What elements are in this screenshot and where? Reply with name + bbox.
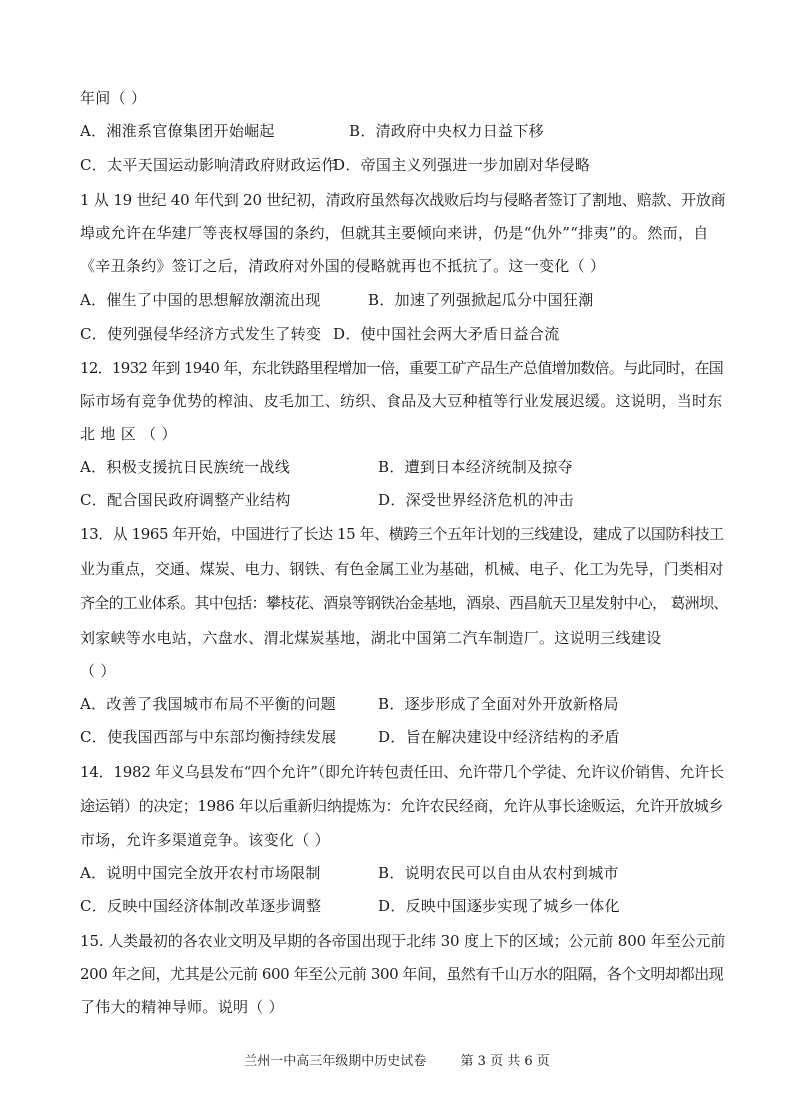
q14-option-d: D．反映中国逐步实现了城乡一体化 [378, 897, 620, 915]
q14-line-1: 14．1982 年义乌县发布“四个允许”（即允许转包责任田、允许带几个学徒、允许议价销售、允许长 [80, 763, 724, 781]
q11-line-3: 《辛丑条约》签订之后，清政府对外国的侵略就再也不抵抗了。这一变化（ ） [80, 257, 606, 275]
footer-page-number: 第 3 页 共 6 页 [460, 1054, 550, 1069]
q11-option-d: D．使中国社会两大矛盾日益合流 [333, 325, 560, 343]
q12-option-c: C．配合国民政府调整产业结构 [80, 491, 291, 509]
q13-line-5: （ ） [80, 662, 116, 680]
q12-option-d: D．深受世界经济危机的冲击 [378, 491, 574, 509]
q11-option-a: A．催生了中国的思想解放潮流出现 [80, 291, 321, 309]
q13-option-b: B．逐步形成了全面对外开放新格局 [378, 695, 619, 713]
q11-line-2: 埠或允许在华建厂等丧权辱国的条约，但就其主要倾向来讲，仍是“仇外”“排夷”的。然而，自 [80, 224, 709, 242]
q14-line-3: 市场，允许多渠道竞争。该变化（ ） [80, 831, 330, 849]
question-stem-tail: 年间（ ） [80, 89, 147, 107]
option-d: D．帝国主义列强进一步加剧对华侵略 [333, 156, 591, 174]
option-a: A．湘淮系官僚集团开始崛起 [80, 122, 275, 140]
q14-option-b: B．说明农民可以自由从农村到城市 [378, 864, 619, 882]
q12-option-b: B．遭到日本经济统制及掠夺 [378, 458, 573, 476]
q13-line-1: 13．从 1965 年开始，中国进行了长达 15 年、横跨三个五年计划的三线建设，建成了以国防科技工 [80, 525, 724, 543]
q12-line-3: 北 地 区 （ ） [80, 425, 177, 443]
q11-option-b: B．加速了列强掀起瓜分中国狂潮 [368, 291, 594, 309]
q13-option-d: D．旨在解决建设中经济结构的矛盾 [378, 728, 620, 746]
q12-line-1: 12．1932 年到 1940 年，东北铁路里程增加一倍，重要工矿产品生产总值增加数倍。与此同时，在国 [80, 359, 724, 377]
q12-line-2: 际市场有竞争优势的榨油、皮毛加工、纺织、食品及大豆种植等行业发展迟缓。这说明，当时东 [80, 392, 723, 410]
q13-option-a: A．改善了我国城市布局不平衡的问题 [80, 695, 336, 713]
q12-option-a: A．积极支援抗日民族统一战线 [80, 458, 291, 476]
option-b: B．清政府中央权力日益下移 [349, 122, 544, 140]
q15-line-2: 200 年之间，尤其是公元前 600 年至公元前 300 年间，虽然有千山万水的阻隔，各个文明却都出现 [80, 965, 724, 983]
q13-line-3: 齐全的工业体系。其中包括：攀枝花、酒泉等钢铁冶金基地，酒泉、西昌航天卫星发射中心， 葛洲坝、 [80, 594, 728, 612]
page-footer [0, 1053, 794, 1071]
q13-option-c: C．使我国西部与中东部均衡持续发展 [80, 728, 337, 746]
q15-line-1: 15. 人类最初的各农业文明及早期的各帝国出现于北纬 30 度上下的区域；公元前 800 年至公元前 [80, 932, 726, 950]
q14-option-a: A．说明中国完全放开农村市场限制 [80, 864, 321, 882]
option-c: C．太平天国运动影响清政府财政运作 [80, 156, 337, 174]
q11-line-1: 1 从 19 世纪 40 年代到 20 世纪初，清政府虽然每次战败后均与侵略者签订了割地、赔款、开放商 [80, 191, 726, 209]
q11-option-c: C．使列强侵华经济方式发生了转变 [80, 325, 322, 343]
q13-line-2: 业为重点，交通、煤炭、电力、钢铁、有色金属工业为基础，机械、电子、化工为先导，门类相对 [80, 560, 724, 578]
q14-line-2: 途运销）的决定；1986 年以后重新归纳提炼为：允许农民经商，允许从事长途贩运，允许开放城乡 [80, 797, 724, 815]
footer-school-title: 兰州一中高三年级期中历史试卷 [244, 1054, 427, 1069]
q15-line-3: 了伟大的精神导师。说明（ ） [80, 998, 284, 1016]
q13-line-4: 刘家峡等水电站，六盘水、渭北煤炭基地，湖北中国第二汽车制造厂。这说明三线建设 [80, 629, 662, 647]
q14-option-c: C．反映中国经济体制改革逐步调整 [80, 897, 322, 915]
